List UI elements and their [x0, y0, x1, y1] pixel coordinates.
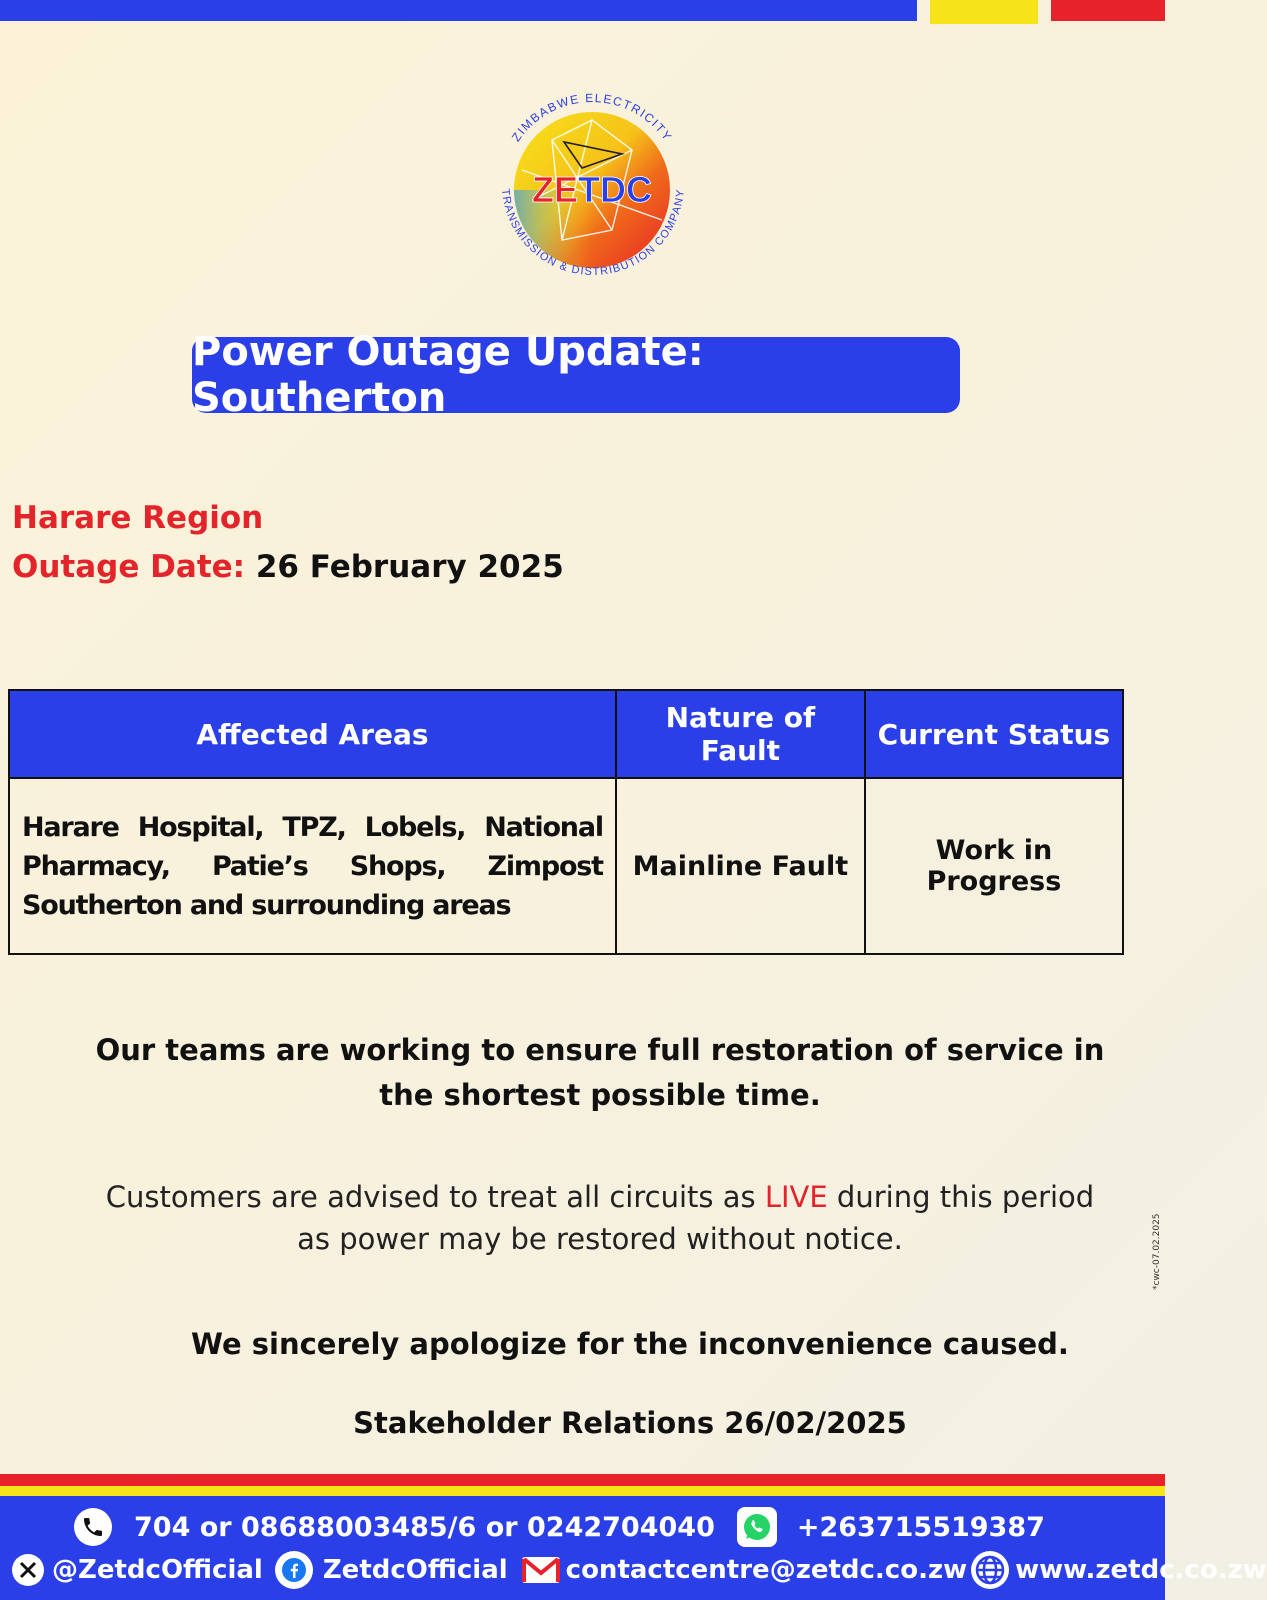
logo-arc-top: ZIMBABWE ELECTRICITY — [508, 90, 676, 145]
x-twitter-icon — [12, 1554, 44, 1586]
email-address[interactable]: contactcentre@zetdc.co.zw — [565, 1555, 968, 1585]
mail-icon — [520, 1554, 562, 1586]
side-code: *cwc-07.02.2025 — [1152, 1213, 1162, 1290]
restoration-message: Our teams are working to ensure full restoration of service in the shortest possible time. — [95, 1033, 1105, 1112]
top-bar-blue — [0, 0, 917, 21]
outage-date — [12, 549, 564, 585]
phone-numbers[interactable]: 704 or 08688003485/6 or 0242704040 — [134, 1511, 715, 1543]
advice-text-after: during this period as power may be restored without notice. — [297, 1180, 1095, 1256]
zetdc-logo — [482, 80, 702, 300]
phone-icon — [74, 1508, 112, 1546]
whatsapp-icon — [737, 1507, 777, 1547]
live-warning: LIVE — [764, 1180, 828, 1214]
outage-date-value: 26 February 2025 — [255, 549, 564, 585]
cell-nature-of-fault: Mainline Fault — [616, 778, 865, 954]
apology-message: We sincerely apologize for the inconvenience caused. — [191, 1327, 1069, 1361]
top-bar-yellow — [930, 0, 1038, 24]
footer-contact-row — [74, 1507, 1045, 1547]
table-row — [9, 778, 1123, 954]
logo-initials: ZETDC — [531, 169, 653, 210]
header-current-status: Current Status — [865, 690, 1123, 778]
outage-table — [8, 689, 1124, 955]
top-bar-red — [1051, 0, 1165, 21]
header-nature-of-fault: Nature of Fault — [616, 690, 865, 778]
safety-advice — [90, 1176, 1110, 1260]
advice-text-before: Customers are advised to treat all circuits as — [105, 1180, 765, 1214]
footer-stripe-yellow — [0, 1486, 1165, 1496]
footer-social-row — [12, 1551, 1267, 1589]
footer — [0, 1496, 1267, 1600]
logo-arc-bottom: TRANSMISSION & DISTRIBUTION COMPANY — [499, 188, 687, 279]
facebook-handle[interactable]: ZetdcOfficial — [322, 1555, 508, 1585]
website-link[interactable]: www.zetdc.co.zw — [1015, 1555, 1267, 1585]
cell-affected-areas: Harare Hospital, TPZ, Lobels, National Pharmacy, Patie’s Shops, Zimpost Southerton and surrounding areas — [9, 778, 616, 954]
whatsapp-number[interactable]: +263715519387 — [796, 1511, 1045, 1543]
footer-stripe-red — [0, 1474, 1165, 1486]
outage-date-label: Outage Date: — [12, 549, 246, 585]
cell-current-status: Work in Progress — [865, 778, 1123, 954]
table-header-row — [9, 690, 1123, 778]
signature: Stakeholder Relations 26/02/2025 — [353, 1406, 907, 1440]
facebook-icon — [275, 1551, 313, 1589]
page-title: Power Outage Update: Southerton — [192, 337, 960, 413]
header-affected-areas: Affected Areas — [9, 690, 616, 778]
region-label: Harare Region — [12, 500, 264, 536]
twitter-handle[interactable]: @ZetdcOfficial — [52, 1555, 263, 1585]
globe-icon — [971, 1551, 1009, 1589]
